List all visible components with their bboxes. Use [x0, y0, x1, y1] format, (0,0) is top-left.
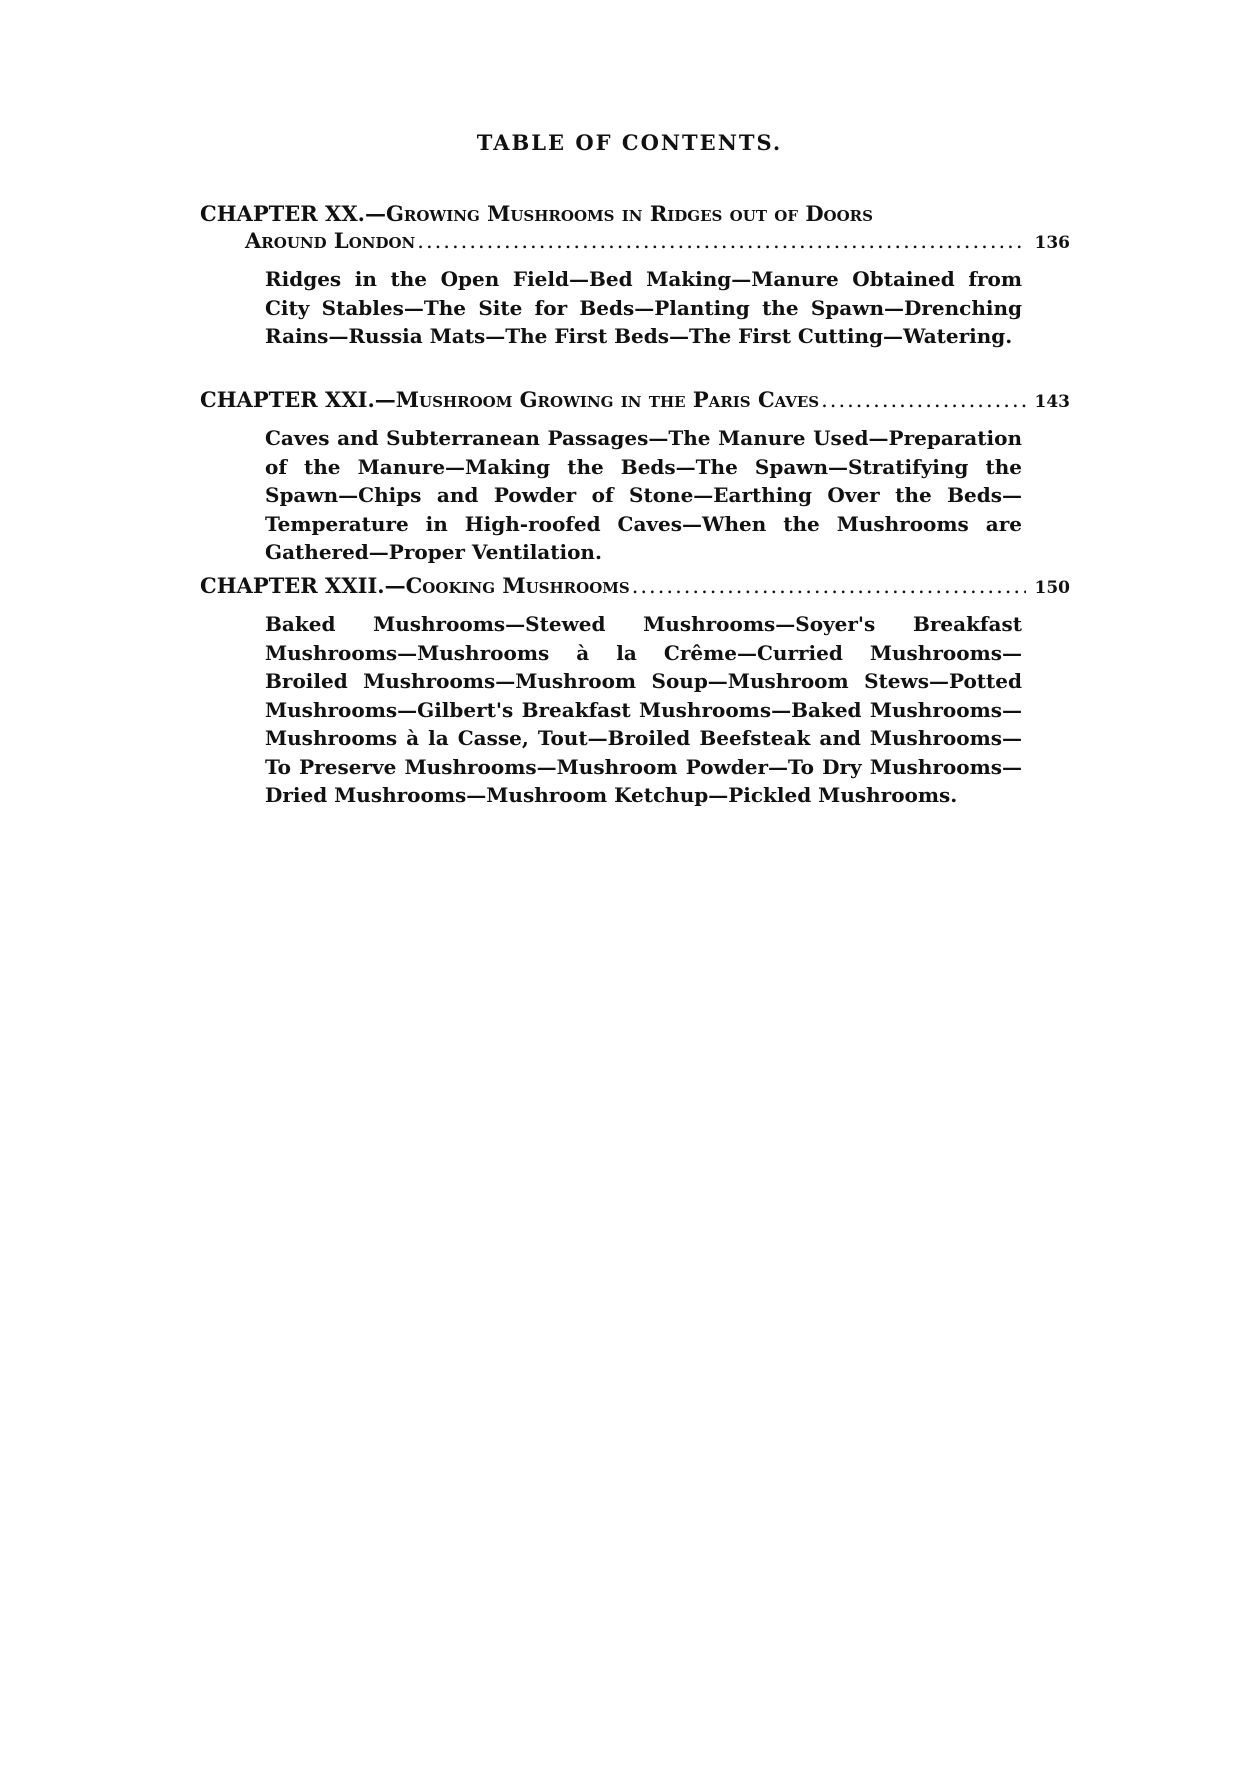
chapter-summary: Ridges in the Open Field—Bed Making—Manure Obtained from City Stables—The Site for Beds—Planting the Spawn—Drenching Rains—Russia Mats—The First Beds—The First Cutting—Watering. — [265, 267, 1022, 348]
page-number: 143 — [1034, 392, 1070, 412]
chapter-title: —Mushroom Growing in the Paris Caves — [374, 387, 820, 412]
page-title: TABLE OF CONTENTS. — [476, 130, 783, 155]
chapter-title: —Growing Mushrooms in Ridges out of Doors — [364, 201, 873, 226]
chapter-summary: Caves and Subterranean Passages—The Manure Used—Preparation of the Manure—Making the Beds—The Spawn—Stratifying the Spawn—Chips and Powder of Stone—Earthing Over the Beds—Temperature in High-roofed Caves—When the Mushrooms are Gathered—Proper Ventilation. — [265, 426, 1022, 564]
chapter-summary: Baked Mushrooms—Stewed Mushrooms—Soyer's Breakfast Mushrooms—Mushrooms à la Crême—Curried Mushrooms—Broiled Mushrooms—Mushroom Soup—Mushroom Stews—Potted Mushrooms—Gilbert's Breakfast Mushrooms—Baked Mushrooms—Mushrooms à la Casse, Tout—Broiled Beefsteak and Mushrooms—To Preserve Mushrooms—Mushroom Powder—To Dry Mushrooms—Dried Mushrooms—Mushroom Ketchup—Pickled Mushrooms. — [265, 612, 1022, 807]
chapter-heading-continuation — [200, 227, 1070, 257]
chapter-heading-line — [200, 386, 1070, 416]
chapter-number: CHAPTER XXI. — [200, 387, 375, 412]
dot-leader — [417, 228, 1026, 255]
chapter-entry-22 — [200, 572, 1070, 810]
chapter-number: CHAPTER XX. — [200, 201, 365, 226]
chapter-heading-line — [200, 200, 1070, 227]
chapter-title: —Cooking Mushrooms — [384, 573, 630, 598]
chapter-number: CHAPTER XXII. — [200, 573, 385, 598]
page-number: 136 — [1034, 233, 1070, 253]
chapter-title-continued: Around London — [245, 228, 416, 253]
dot-leader — [821, 387, 1026, 414]
page-number: 150 — [1034, 578, 1070, 598]
dot-leader — [632, 573, 1026, 600]
chapter-entry-20 — [200, 200, 1070, 351]
chapter-heading-line — [200, 572, 1070, 602]
chapter-entry-21 — [200, 386, 1070, 567]
